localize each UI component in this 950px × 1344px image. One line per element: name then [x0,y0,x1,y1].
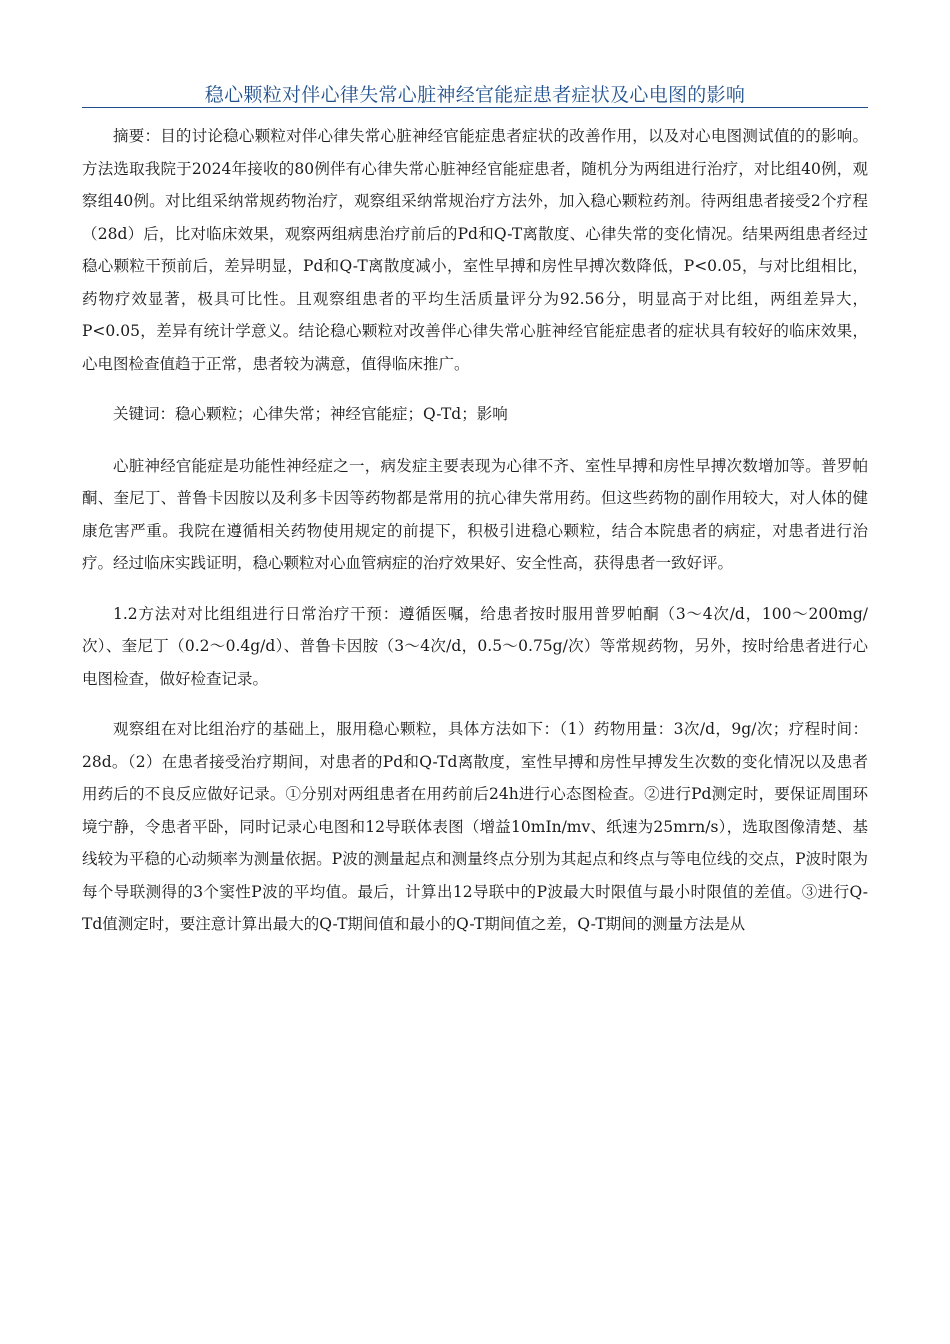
title-divider [82,107,868,108]
intro-paragraph: 心脏神经官能症是功能性神经症之一，病发症主要表现为心律不齐、室性早搏和房性早搏次数增加等。普罗帕酮、奎尼丁、普鲁卡因胺以及利多卡因等药物都是常用的抗心律失常用药。但这些药物的副作用较大，对人体的健康危害严重。我院在遵循相关药物使用规定的前提下，积极引进稳心颗粒，结合本院患者的病症，对患者进行治疗。经过临床实践证明，稳心颗粒对心血管病症的治疗效果好、安全性高，获得患者一致好评。 [82,456,868,572]
method-control-paragraph: 1.2方法对对比组组进行日常治疗干预：遵循医嘱，给患者按时服用普罗帕酮（3～4次/d，100～200mg/次）、奎尼丁（0.2～0.4g/d）、普鲁卡因胺（3～4次/d，0.5～0.75g/次）等常规药物，另外，按时给患者进行心电图检查，做好检查记录。 [82,604,868,688]
method-observe-paragraph: 观察组在对比组治疗的基础上，服用稳心颗粒，具体方法如下：（1）药物用量：3次/d，9g/次；疗程时间：28d。（2）在患者接受治疗期间，对患者的Pd和Q-Td离散度，室性早搏和房性早搏发生次数的变化情况以及患者用药后的不良反应做好记录。①分别对两组患者在用药前后24h进行心态图检查。②进行Pd测定时，要保证周围环境宁静，令患者平卧，同时记录心电图和12导联体表图（增益10mIn/mv、纸速为25mrn/s），选取图像清楚、基线较为平稳的心动频率为测量依据。P波的测量起点和测量终点分别为其起点和终点与等电位线的交点，P波时限为每个导联测得的3个窦性P波的平均值。最后，计算出12导联中的P波最大时限值与最小时限值的差值。③进行Q-Td值测定时，要注意计算出最大的Q-T期间值和最小的Q-T期间值之差，Q-T期间的测量方法是从 [82,720,868,933]
keywords-paragraph: 关键词：稳心颗粒；心律失常；神经官能症；Q-Td；影响 [113,405,508,423]
abstract-paragraph: 摘要：目的讨论稳心颗粒对伴心律失常心脏神经官能症患者症状的改善作用，以及对心电图测试值的的影响。方法选取我院于2024年接收的80例伴有心律失常心脏神经官能症患者，随机分为两组进行治疗，对比组40例，观察组40例。对比组采纳常规药物治疗，观察组采纳常规治疗方法外，加入稳心颗粒药剂。待两组患者接受2个疗程（28d）后，比对临床效果，观察两组病患治疗前后的Pd和Q-T离散度、心律失常的变化情况。结果两组患者经过稳心颗粒干预前后，差异明显，Pd和Q-T离散度减小，室性早搏和房性早搏次数降低，P<0.05，与对比组相比，药物疗效显著，极具可比性。且观察组患者的平均生活质量评分为92.56分，明显高于对比组，两组差异大，P<0.05，差异有统计学意义。结论稳心颗粒对改善伴心律失常心脏神经官能症患者的症状具有较好的临床效果，心电图检查值趋于正常，患者较为满意，值得临床推广。 [82,127,868,373]
paper-title: 稳心颗粒对伴心律失常心脏神经官能症患者症状及心电图的影响 [204,84,746,106]
paper-body [82,120,868,959]
